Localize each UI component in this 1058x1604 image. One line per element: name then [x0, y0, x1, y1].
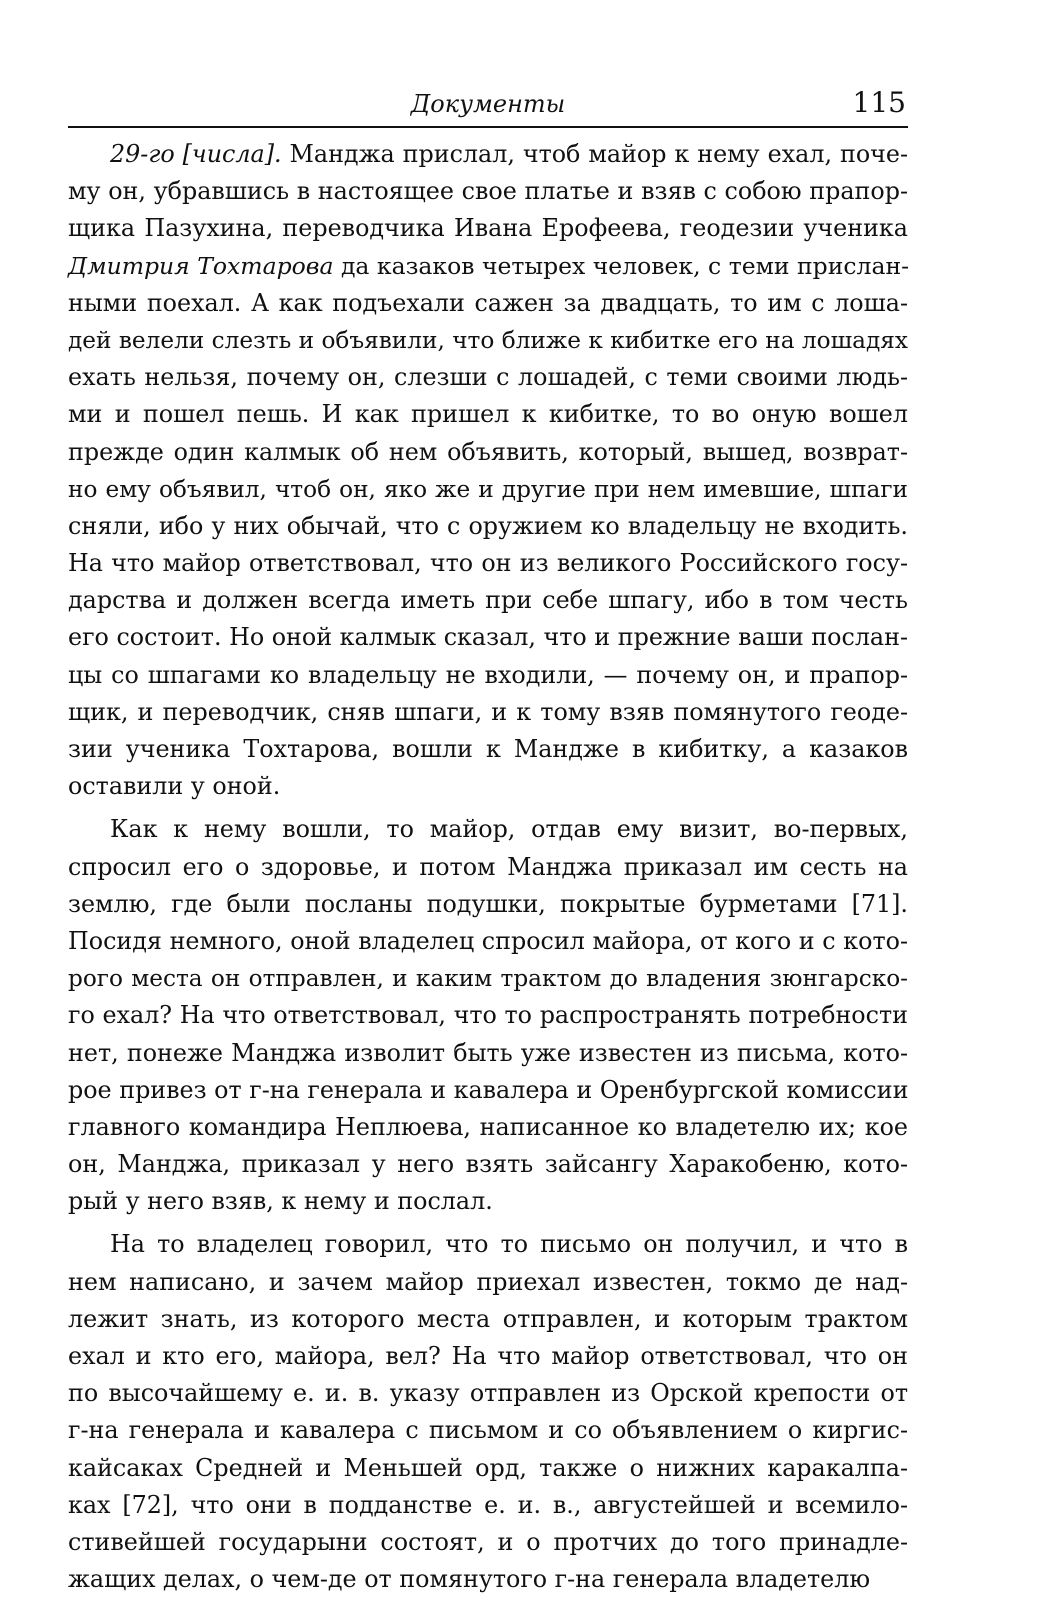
text-run: На что майор ответствовал, что он из великого Российского госу- [68, 549, 908, 578]
text-run: му он, убравшись в настоящее свое платье и взяв с собою прапор- [68, 177, 908, 206]
text-line [68, 811, 908, 848]
text-run: рое привез от г-на генерала и кавалера и Оренбургской комиссии [68, 1075, 909, 1104]
text-run: щик, и переводчик, сняв шпаги, и к тому взяв помянутого геоде- [68, 697, 908, 726]
text-run: главного командира Неплюева, написанное ко владетелю их; кое [68, 1112, 908, 1141]
text-line [68, 545, 908, 582]
text-run: его состоит. Но оной калмык сказал, что и прежние ваши послан- [68, 623, 909, 652]
text-run: лежит знать, из которого места отправлен, и которым трактом [68, 1304, 908, 1333]
text-line [68, 657, 908, 694]
text-line [68, 285, 908, 322]
text-line [68, 1146, 908, 1183]
text-run: землю, где были посланы подушки, покрытые бурметами [71]. [68, 889, 908, 918]
text-line [68, 322, 908, 359]
italic-run: Дмитрия Тохтарова [68, 251, 334, 280]
text-run: ными поехал. А как подъехали сажен за двадцать, то им с лоша- [68, 288, 908, 317]
text-run: Манджа прислал, чтоб майор к нему ехал, поче- [281, 140, 909, 168]
running-title: Документы [410, 90, 566, 118]
text-run: го ехал? На что ответствовал, что то распространять потребности [68, 1001, 908, 1030]
text-run: цы со шпагами ко владельцу не входили, — почему он, и прапор- [68, 660, 908, 689]
text-line [68, 396, 908, 433]
text-line [68, 1524, 908, 1561]
text-line [68, 471, 908, 508]
text-run: сняли, ибо у них обычай, что с оружием ко владельцу не входить. [68, 511, 908, 540]
text-run: нем написано, и зачем майор приехал известен, токмо де над- [68, 1267, 908, 1296]
text-run: по высочайшему е. и. в. указу отправлен из Орской крепости от [68, 1379, 908, 1408]
text-run: зии ученика Тохтарова, вошли к Мандже в кибитку, а казаков [68, 735, 908, 763]
text-line [68, 582, 908, 619]
text-line [68, 731, 908, 768]
text-run: стивейшей государыни состоят, и о протчих до того принадле- [68, 1527, 908, 1556]
text-line [68, 768, 908, 805]
text-line [68, 1487, 908, 1524]
text-line [68, 1375, 908, 1412]
body-text [68, 136, 908, 1598]
text-line [68, 1226, 908, 1263]
text-run: нет, понеже Манджа изволит быть уже известен из письма, кото- [68, 1038, 908, 1067]
text-line [68, 997, 908, 1034]
text-run: ми и пошел пешь. И как пришел к кибитке, то во оную вошел [68, 400, 908, 429]
text-run: кайсаках Средней и Меньшей орд, также о нижних каракалпа- [68, 1453, 908, 1482]
text-line [68, 1338, 908, 1375]
text-run: На то владелец говорил, что то письмо он получил, и что в [110, 1230, 908, 1259]
text-line [68, 248, 908, 285]
text-line [68, 1183, 908, 1220]
text-line [68, 849, 908, 886]
running-head [68, 86, 908, 128]
text-run: но ему объявил, чтоб он, яко же и другие при нем имевшие, шпаги [68, 475, 908, 503]
text-run: дарства и должен всегда иметь при себе шпагу, ибо в том честь [68, 586, 908, 615]
text-line [68, 434, 908, 471]
paragraph [68, 136, 908, 805]
book-page [68, 86, 908, 1604]
text-line [68, 508, 908, 545]
text-line [68, 1264, 908, 1301]
text-line [68, 1109, 908, 1146]
text-line [68, 694, 908, 731]
text-run: рого места он отправлен, и каким трактом до владения зюнгарско- [68, 965, 908, 993]
paragraph [68, 811, 908, 1220]
text-run: рый у него взяв, к нему и послал. [68, 1187, 493, 1216]
text-line [68, 1301, 908, 1338]
text-run: дей велели слезть и объявили, что ближе к кибитке его на лошадях [68, 326, 908, 354]
text-line [68, 136, 908, 173]
text-run: ехал и кто его, майора, вел? На что майор ответствовал, что он [68, 1342, 908, 1370]
text-run: ках [72], что они в подданстве е. и. в., августейшей и всемило- [68, 1490, 908, 1519]
italic-run: 29-го [числа]. [110, 140, 282, 168]
text-line [68, 1072, 908, 1109]
text-line [68, 619, 908, 656]
text-run: он, Манджа, приказал у него взять зайсангу Харакобеню, кото- [68, 1150, 908, 1179]
text-run: прежде один калмык об нем объявить, который, вышед, возврат- [68, 437, 908, 466]
text-line [68, 1450, 908, 1487]
text-line [68, 210, 908, 247]
text-run: спросил его о здоровье, и потом Манджа приказал им сесть на [68, 852, 908, 881]
text-run: жащих делах, о чем-де от помянутого г-на генерала владетелю [68, 1565, 871, 1594]
text-line [68, 923, 908, 960]
page-number: 115 [852, 86, 906, 119]
text-line [68, 1561, 908, 1598]
text-run: ехать нельзя, почему он, слезши с лошадей, с теми своими людь- [68, 363, 908, 392]
text-line [68, 173, 908, 210]
text-run: оставили у оной. [68, 772, 281, 801]
text-run: Посидя немного, оной владелец спросил майора, от кого и с кото- [68, 926, 908, 955]
text-line [68, 1412, 908, 1449]
text-run: Как к нему вошли, то майор, отдав ему визит, во-первых, [110, 815, 908, 844]
text-line [68, 1035, 908, 1072]
text-line [68, 359, 908, 396]
paragraph [68, 1226, 908, 1598]
text-line [68, 886, 908, 923]
text-run: да казаков четырех человек, с теми прислан- [333, 251, 910, 280]
text-run: щика Пазухина, переводчика Ивана Ерофеева, геодезии ученика [68, 214, 908, 243]
text-line [68, 960, 908, 997]
text-run: г-на генерала и кавалера с письмом и со объявлением о киргис- [68, 1416, 908, 1445]
